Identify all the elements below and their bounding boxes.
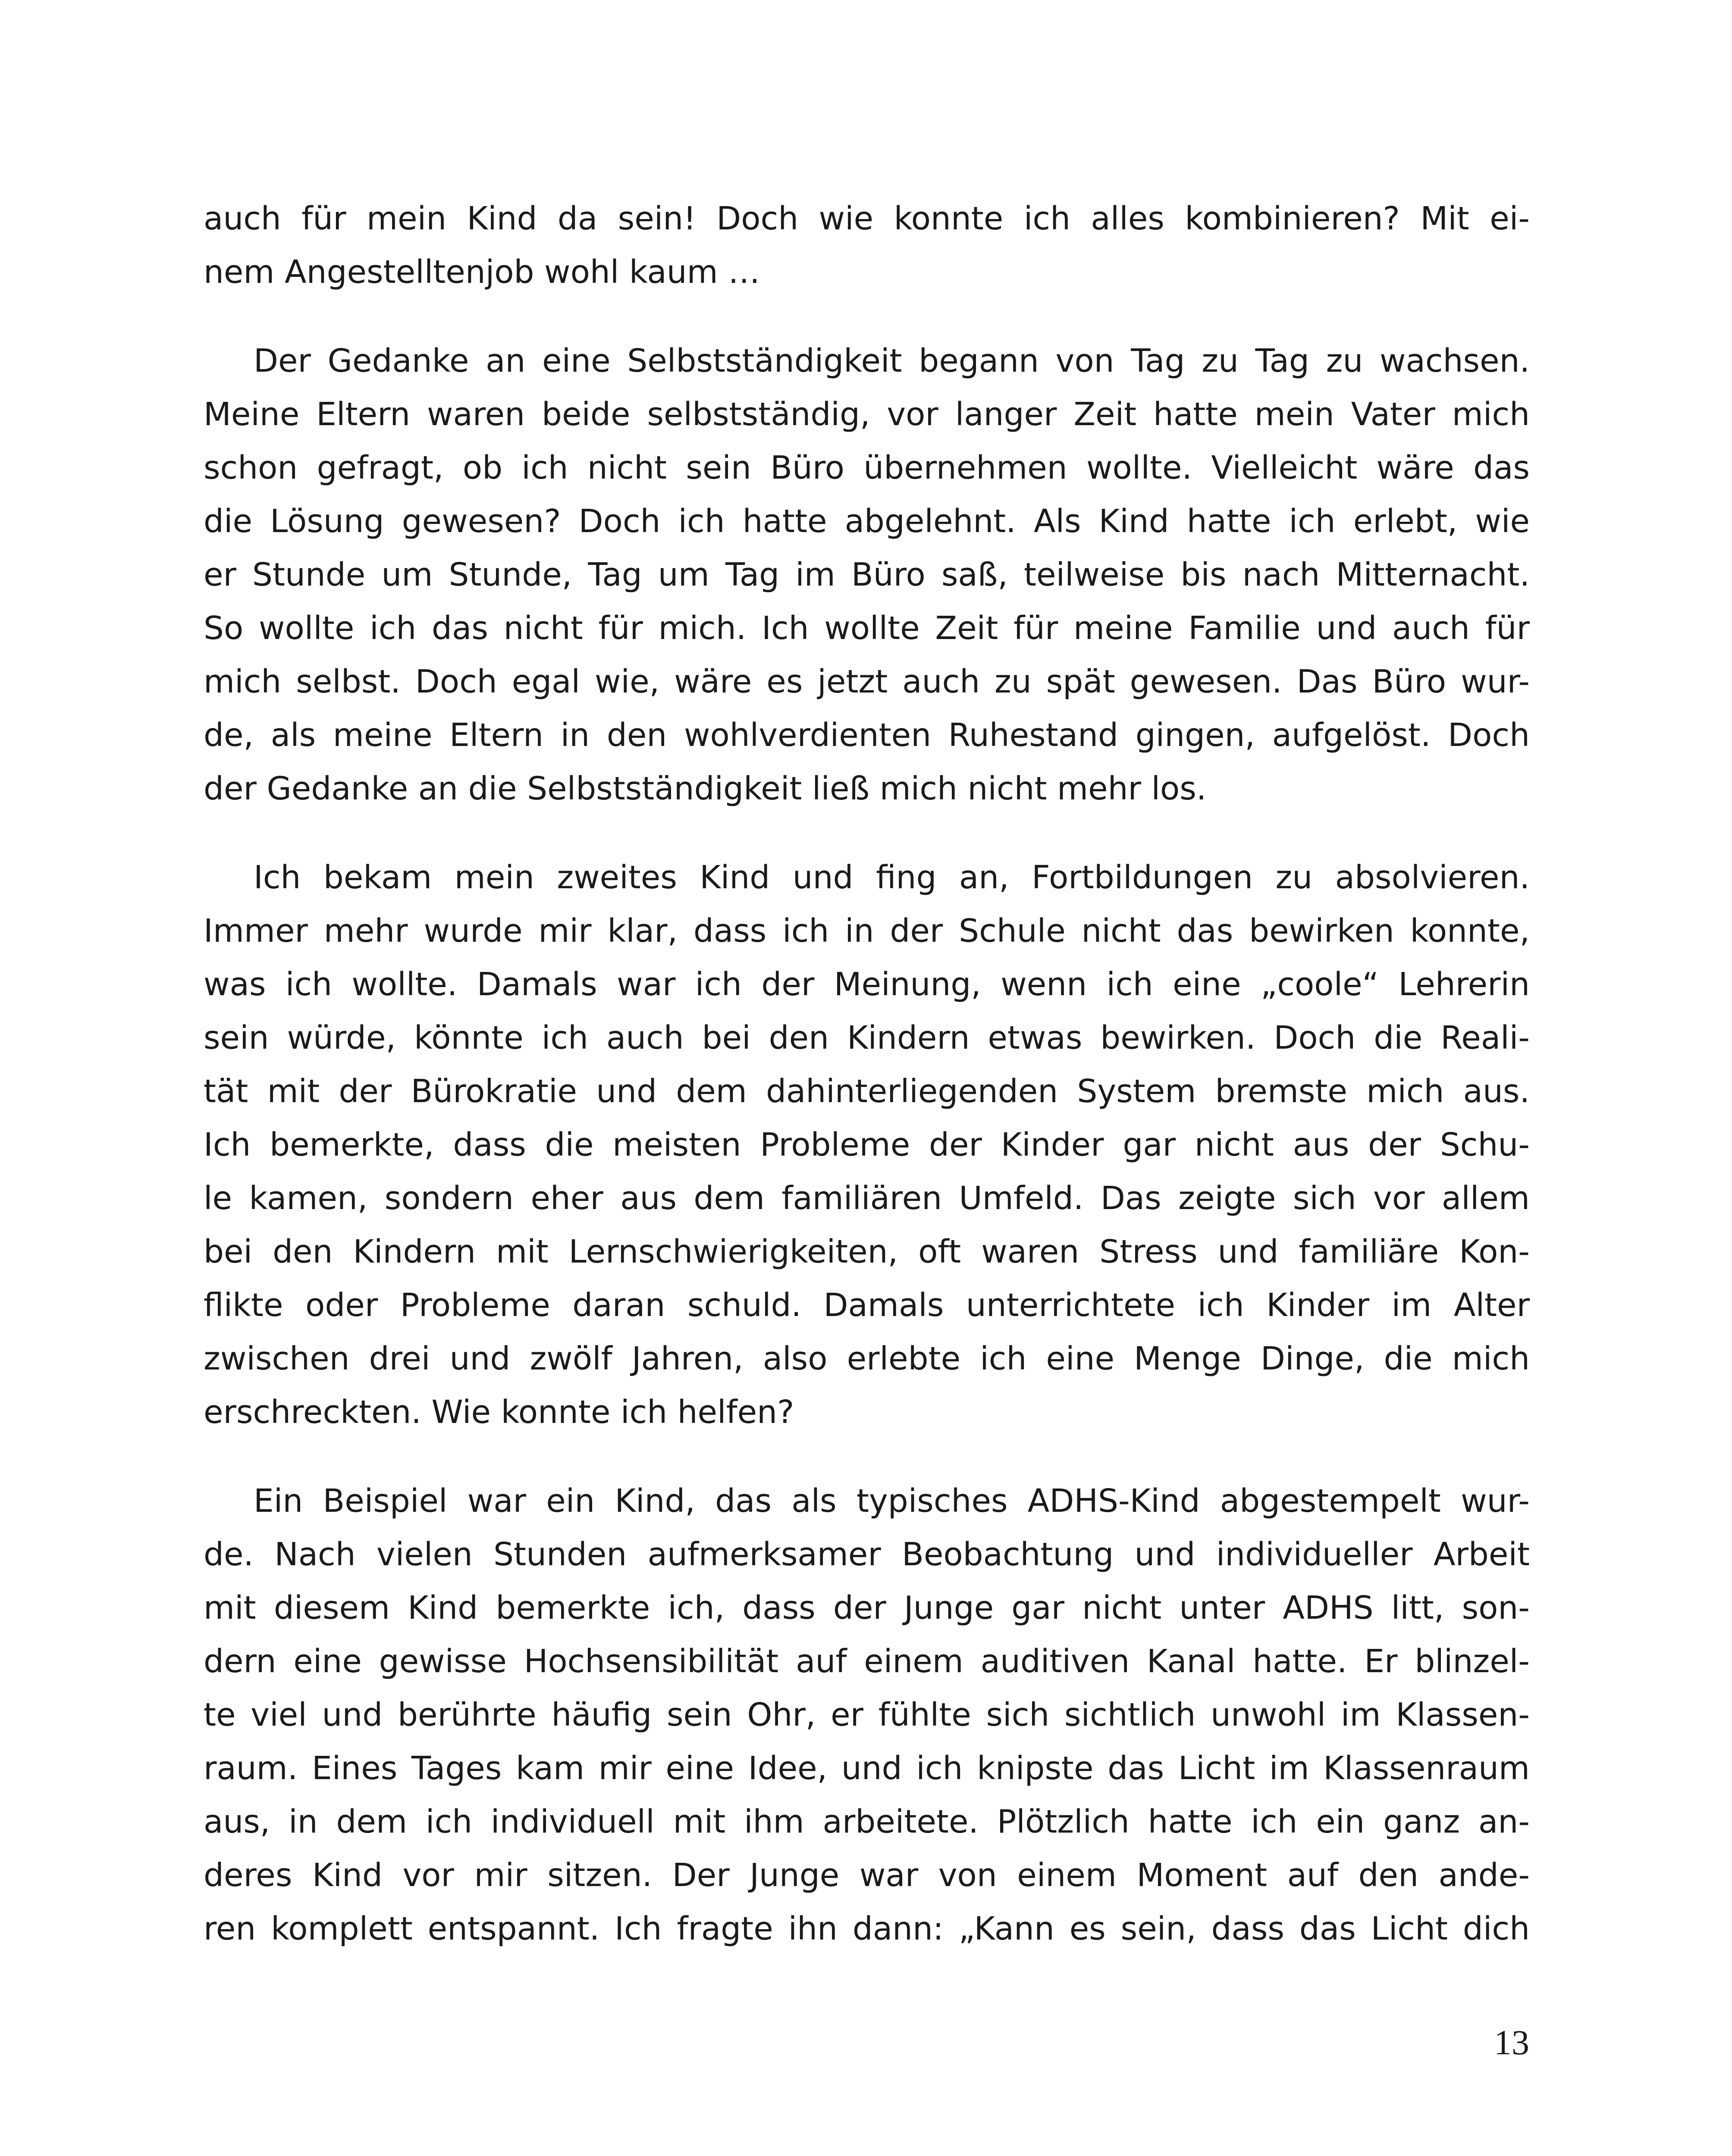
text-line: Immer mehr wurde mir klar, dass ich in der Schule nicht das bewirken konnte, — [204, 912, 1530, 950]
body-text — [204, 192, 1530, 1955]
text-line: er Stunde um Stunde, Tag um Tag im Büro saß, teilweise bis nach Mitternacht. — [204, 556, 1530, 593]
paragraph — [204, 334, 1530, 815]
text-line: schon gefragt, ob ich nicht sein Büro übernehmen wollte. Vielleicht wäre das — [204, 449, 1530, 486]
text-line: der Gedanke an die Selbstständigkeit ließ mich nicht mehr los. — [204, 770, 1207, 807]
text-line: Ein Beispiel war ein Kind, das als typisches ADHS-Kind abgestempelt wur- — [254, 1482, 1530, 1520]
text-line: die Lösung gewesen? Doch ich hatte abgelehnt. Als Kind hatte ich erlebt, wie — [204, 503, 1530, 540]
text-line: erschreckten. Wie konnte ich helfen? — [204, 1394, 794, 1431]
text-line: mich selbst. Doch egal wie, wäre es jetzt auch zu spät gewesen. Das Büro wur- — [204, 663, 1530, 700]
paragraph — [204, 192, 1530, 299]
paragraph-gap — [204, 815, 1530, 851]
text-line: deres Kind vor mir sitzen. Der Junge war von einem Moment auf den ande- — [204, 1857, 1530, 1894]
text-line: flikte oder Probleme daran schuld. Damals unterrichtete ich Kinder im Alter — [204, 1287, 1530, 1324]
text-line: tät mit der Bürokratie und dem dahinterliegenden System bremste mich aus. — [204, 1073, 1530, 1110]
text-line: ren komplett entspannt. Ich fragte ihn dann: „Kann es sein, dass das Licht dich — [204, 1910, 1530, 1947]
text-line: te viel und berührte häufig sein Ohr, er fühlte sich sichtlich unwohl im Klassen- — [204, 1696, 1530, 1733]
text-line: zwischen drei und zwölf Jahren, also erlebte ich eine Menge Dinge, die mich — [204, 1340, 1530, 1377]
text-line: le kamen, sondern eher aus dem familiären Umfeld. Das zeigte sich vor allem — [204, 1180, 1530, 1217]
text-line: bei den Kindern mit Lernschwierigkeiten, oft waren Stress und familiäre Kon- — [204, 1233, 1530, 1270]
text-line: aus, in dem ich individuell mit ihm arbeitete. Plötzlich hatte ich ein ganz an- — [204, 1803, 1530, 1840]
text-line: Ich bekam mein zweites Kind und fing an, Fortbildungen zu absolvieren. — [254, 859, 1530, 896]
text-line: mit diesem Kind bemerkte ich, dass der Junge gar nicht unter ADHS litt, son- — [204, 1589, 1530, 1626]
text-line: dern eine gewisse Hochsensibilität auf einem auditiven Kanal hatte. Er blinzel- — [204, 1643, 1530, 1680]
text-line: raum. Eines Tages kam mir eine Idee, und ich knipste das Licht im Klassenraum — [204, 1750, 1530, 1787]
text-line: nem Angestelltenjob wohl kaum … — [204, 254, 760, 291]
text-line: Der Gedanke an eine Selbstständigkeit begann von Tag zu Tag zu wachsen. — [254, 342, 1530, 379]
paragraph — [204, 1474, 1530, 1955]
paragraph-gap — [204, 299, 1530, 334]
text-line: sein würde, könnte ich auch bei den Kindern etwas bewirken. Doch die Reali- — [204, 1019, 1530, 1056]
text-line: So wollte ich das nicht für mich. Ich wollte Zeit für meine Familie und auch für — [204, 610, 1530, 647]
paragraph-gap — [204, 1439, 1530, 1474]
text-line: was ich wollte. Damals war ich der Meinung, wenn ich eine „coole“ Lehrerin — [204, 966, 1530, 1003]
text-line: de. Nach vielen Stunden aufmerksamer Beobachtung und individueller Arbeit — [204, 1536, 1530, 1573]
text-line: auch für mein Kind da sein! Doch wie konnte ich alles kombinieren? Mit ei- — [204, 200, 1530, 237]
text-line: de, als meine Eltern in den wohlverdienten Ruhestand gingen, aufgelöst. Doch — [204, 717, 1530, 754]
page-number: 13 — [1494, 2023, 1529, 2062]
paragraph — [204, 851, 1530, 1439]
text-line: Meine Eltern waren beide selbstständig, vor langer Zeit hatte mein Vater mich — [204, 396, 1530, 433]
text-line: Ich bemerkte, dass die meisten Probleme der Kinder gar nicht aus der Schu- — [204, 1126, 1530, 1163]
